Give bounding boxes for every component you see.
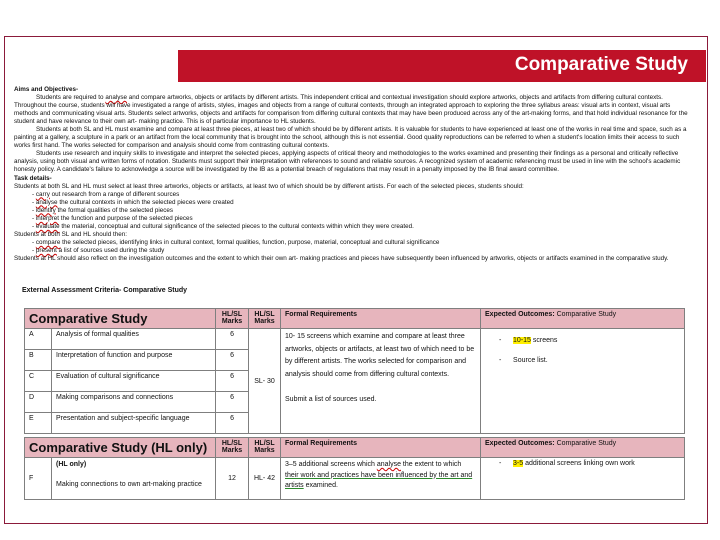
criterion-name: Presentation and subject-specific language — [52, 413, 216, 434]
external-assessment-title: External Assessment Criteria- Comparative Study — [22, 287, 188, 294]
criterion-name: Interpretation of function and purpose — [52, 350, 216, 371]
hl-note: Students at HL should also reflect on the investigation outcomes and the extent to which their own art- making practices and pieces have subsequently been influenced by artworks, objects or artifacts examined in the comparative study. — [14, 254, 669, 262]
criterion-letter: F — [25, 458, 52, 500]
table-title: Comparative Study (HL only) — [25, 438, 216, 458]
criterion-marks: 6 — [216, 371, 249, 392]
aims-paragraph-3: Students use research and inquiry skills to investigate and interpret the selected pieces, applying aspects of critical theory and methodologies to the works examined and presenting their findings as a personal and critically reflective analysis, using both visual and written forms of notation. Students must support their interpretation with references to sound and reliable sources. A recognized system of academic referencing must be used in line with the school's academic honesty policy. A candidate's failure to acknowledge a source will be investigated by the IB as a potential breach of regulations that may result in a penalty imposed by the IB final award committee. — [14, 150, 681, 174]
criteria-table — [24, 308, 685, 434]
total-marks-header: HL/SL Marks — [249, 438, 281, 458]
criterion-name: (HL only) Making connections to own art-making practice — [52, 458, 216, 500]
table-header-row — [25, 438, 685, 458]
task-bullet: - identify the formal qualities of the selected pieces — [32, 206, 174, 214]
task-bullet: - evaluate the material, conceptual and cultural significance of the selected pieces to the cultural contexts within which they were created. — [32, 222, 414, 230]
aims-paragraph-2: Students at both SL and HL must examine and compare at least three pieces, at least two of which should be by different artists. It is valuable for students to have experienced at least one of the works in real time and space, such as a painting at a gallery, a sculpture in a park or an artifact from the local community that is brought into the school, although this is not essential. Good quality reproductions can be referred to when a student's location limits their access to such works first hand. The works selected for comparison and analysis should come from contrasting cultural contexts. — [14, 126, 687, 150]
outcome-item: - 10-15 screens — [499, 337, 558, 344]
aims-heading: Aims and Objectives- — [14, 86, 79, 93]
expected-outcomes: - 3-5 additional screens linking own work — [481, 458, 685, 500]
table-row — [25, 329, 685, 350]
formal-requirements: 10- 15 screens which examine and compare at least three artworks, objects or artifacts, at least two of which need to be by different artists. The works selected for comparison and analysis should come from differing cultural contexts. Submit a list of sources used. — [281, 329, 481, 434]
criterion-letter: B — [25, 350, 52, 371]
table-row — [25, 458, 685, 500]
table-header-row — [25, 309, 685, 329]
expected-outcomes — [481, 329, 685, 434]
criterion-name: Evaluation of cultural significance — [52, 371, 216, 392]
outcome-item: - Source list. — [499, 357, 548, 364]
sl-total: SL- 30 — [249, 329, 281, 434]
hl-criteria-table — [24, 437, 685, 500]
hl-sl-marks-header: HL/SL Marks — [216, 438, 249, 458]
hl-total: HL- 42 — [249, 458, 281, 500]
hl-sl-marks-header: HL/SL Marks — [216, 309, 249, 329]
formal-requirements-header: Formal Requirements — [281, 438, 481, 458]
both-bullet: - compare the selected pieces, identifying links in cultural context, formal qualities, function, purpose, material, conceptual and cultural significance — [32, 238, 440, 246]
page-title: Comparative Study — [514, 54, 688, 75]
title-banner — [178, 50, 706, 82]
task-intro: Students at both SL and HL must select at least three artworks, objects or artifacts, at least two of which should be by different artists. For each of the selected pieces, students should: — [14, 182, 524, 190]
task-bullet: - interpret the function and purpose of the selected pieces — [32, 214, 193, 222]
total-marks-header: HL/SL Marks — [249, 309, 281, 329]
expected-outcomes-header: Expected Outcomes: Comparative Study — [481, 438, 685, 458]
formal-requirements: 3–5 additional screens which analyse the extent to which their work and practices have been influenced by the art and artists examined. — [281, 458, 481, 500]
criterion-marks: 12 — [216, 458, 249, 500]
criterion-marks: 6 — [216, 350, 249, 371]
task-bullet: - carry out research from a range of different sources — [32, 190, 180, 198]
criterion-marks: 6 — [216, 392, 249, 413]
task-bullet: - analyse the cultural contexts in which the selected pieces were created — [32, 198, 234, 206]
table-title: Comparative Study — [25, 309, 216, 329]
criterion-letter: D — [25, 392, 52, 413]
criterion-name: Analysis of formal qualities — [52, 329, 216, 350]
body-text — [14, 86, 690, 263]
criterion-marks: 6 — [216, 329, 249, 350]
criterion-letter: E — [25, 413, 52, 434]
both-bullet: - present a list of sources used during the study — [32, 246, 165, 254]
both-heading: Students at both SL and HL should then: — [14, 230, 127, 238]
aims-paragraph-1: Students are required to analyse and compare artworks, objects or artifacts by different artists. This independent critical and contextual investigation should explore artworks, objects and artifacts from differing cultural contexts. Throughout the course, students will have investigated a range of artists, styles, images and objects from a range of cultural contexts, through an integrated approach to exploring the three syllabus areas: visual arts in context, visual arts methods and communicating visual arts. Students select artworks, objects and artifacts for comparison from differing cultural contexts that may have been produced across any of the art-making forms, and that hold individual resonance for the student and have relevance to their own art- making practice. This is of particular importance to HL students. — [14, 94, 688, 126]
task-heading: Task details- — [14, 174, 52, 182]
criterion-letter: A — [25, 329, 52, 350]
formal-requirements-header: Formal Requirements — [281, 309, 481, 329]
criterion-marks: 6 — [216, 413, 249, 434]
criterion-name: Making comparisons and connections — [52, 392, 216, 413]
expected-outcomes-header: Expected Outcomes: Comparative Study — [481, 309, 685, 329]
criterion-letter: C — [25, 371, 52, 392]
